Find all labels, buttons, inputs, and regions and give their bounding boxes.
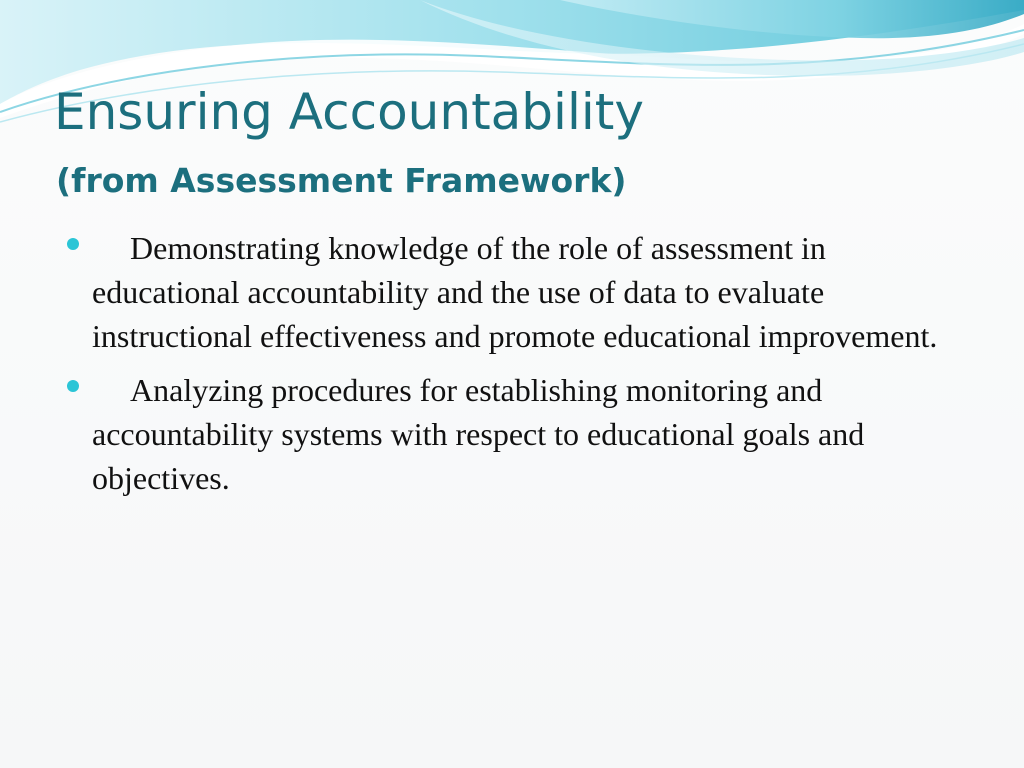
bullet-text: Analyzing procedures for establishing monitoring and accountability systems with respect to educational goals and objectives. — [92, 372, 865, 496]
slide-subtitle: (from Assessment Framework) — [56, 161, 627, 200]
bullet-icon — [67, 238, 79, 250]
bullet-text: Demonstrating knowledge of the role of assessment in educational accountability and the use of data to evaluate instructional effectiveness and promote educational improvement. — [92, 230, 938, 354]
bullet-icon — [67, 380, 79, 392]
bullet-item — [60, 226, 980, 358]
bullet-list — [60, 226, 980, 510]
slide-title: Ensuring Accountability — [54, 83, 644, 141]
bullet-item — [60, 368, 980, 500]
